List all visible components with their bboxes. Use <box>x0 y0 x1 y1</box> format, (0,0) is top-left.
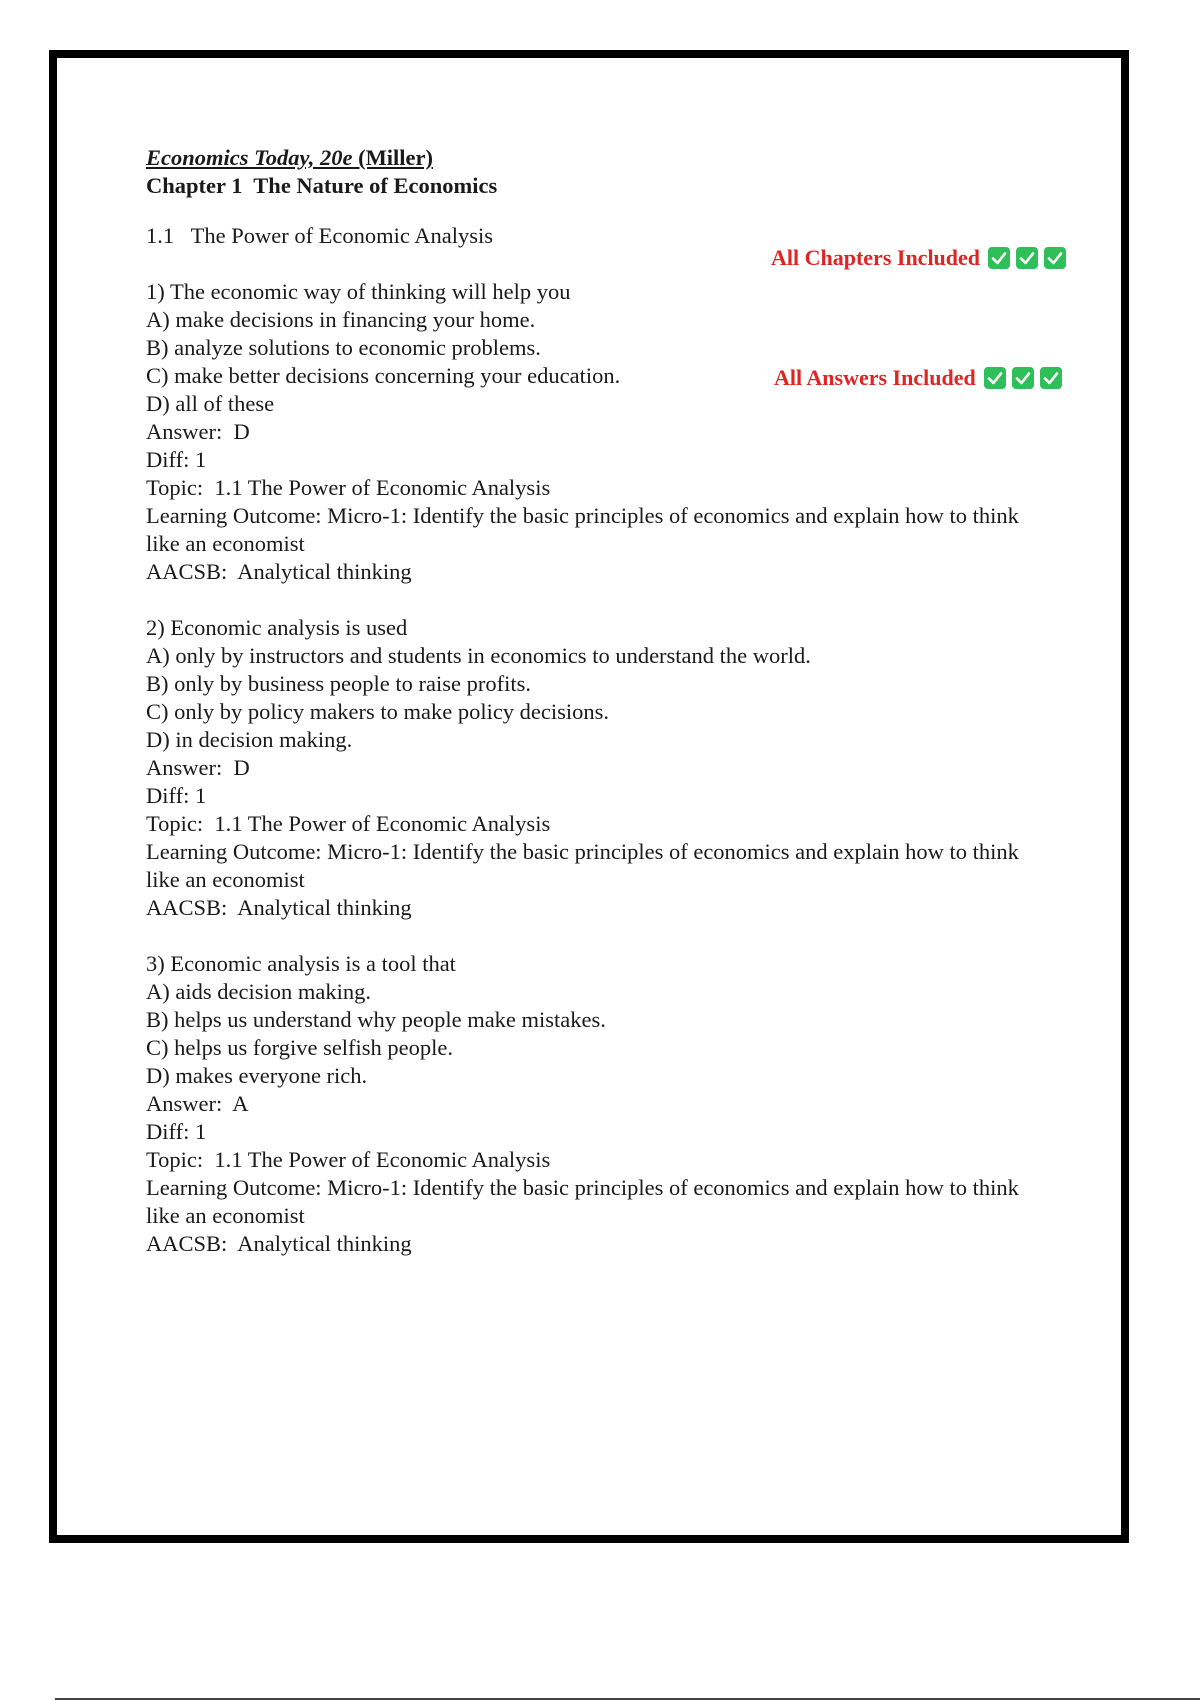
difficulty: Diff: 1 <box>146 1119 207 1144</box>
aacsb: AACSB: Analytical thinking <box>146 895 412 920</box>
option-d: D) all of these <box>146 391 275 416</box>
book-title-author: (Miller) <box>352 145 434 170</box>
checkmark-icon <box>1040 367 1062 389</box>
option-b: B) analyze solutions to economic problems. <box>146 335 541 360</box>
learning-outcome: Learning Outcome: Micro-1: Identify the basic principles of economics and explain how to think like an economist <box>146 839 1019 892</box>
question-stem: 2) Economic analysis is used <box>146 615 408 640</box>
option-b: B) helps us understand why people make mistakes. <box>146 1007 606 1032</box>
option-c: C) helps us forgive selfish people. <box>146 1035 454 1060</box>
topic: Topic: 1.1 The Power of Economic Analysis <box>146 811 551 836</box>
aacsb: AACSB: Analytical thinking <box>146 1231 412 1256</box>
question-1 <box>146 278 1046 586</box>
option-d: D) in decision making. <box>146 727 353 752</box>
checkmark-icon <box>1016 247 1038 269</box>
book-title <box>146 144 1046 172</box>
all-answers-label: All Answers Included <box>774 365 976 390</box>
chapter-heading: Chapter 1 The Nature of Economics <box>146 173 498 198</box>
learning-outcome: Learning Outcome: Micro-1: Identify the basic principles of economics and explain how to think like an economist <box>146 1175 1019 1228</box>
question-2 <box>146 614 1046 922</box>
document-body <box>146 144 1046 1258</box>
answer: Answer: D <box>146 755 250 780</box>
check-group <box>984 367 1062 389</box>
all-chapters-label: All Chapters Included <box>771 245 981 270</box>
checkmark-icon <box>1012 367 1034 389</box>
option-c: C) only by policy makers to make policy decisions. <box>146 699 610 724</box>
question-3 <box>146 950 1046 1258</box>
section-heading: 1.1 The Power of Economic Analysis <box>146 223 494 248</box>
book-title-name: Economics Today, 20e <box>146 145 353 170</box>
option-a: A) make decisions in financing your home. <box>146 307 536 332</box>
all-chapters-badge <box>771 245 1066 271</box>
difficulty: Diff: 1 <box>146 783 207 808</box>
option-c: C) make better decisions concerning your education. <box>146 363 621 388</box>
checkmark-icon <box>984 367 1006 389</box>
topic: Topic: 1.1 The Power of Economic Analysis <box>146 1147 551 1172</box>
checkmark-icon <box>988 247 1010 269</box>
checkmark-icon <box>1044 247 1066 269</box>
difficulty: Diff: 1 <box>146 447 207 472</box>
option-d: D) makes everyone rich. <box>146 1063 368 1088</box>
option-a: A) only by instructors and students in economics to understand the world. <box>146 643 811 668</box>
option-b: B) only by business people to raise profits. <box>146 671 531 696</box>
question-stem: 1) The economic way of thinking will help you <box>146 279 571 304</box>
option-a: A) aids decision making. <box>146 979 371 1004</box>
answer: Answer: A <box>146 1091 249 1116</box>
all-answers-badge <box>774 365 1062 391</box>
answer: Answer: D <box>146 419 250 444</box>
aacsb: AACSB: Analytical thinking <box>146 559 412 584</box>
question-stem: 3) Economic analysis is a tool that <box>146 951 456 976</box>
learning-outcome: Learning Outcome: Micro-1: Identify the basic principles of economics and explain how to think like an economist <box>146 503 1019 556</box>
topic: Topic: 1.1 The Power of Economic Analysis <box>146 475 551 500</box>
check-group <box>988 247 1066 269</box>
